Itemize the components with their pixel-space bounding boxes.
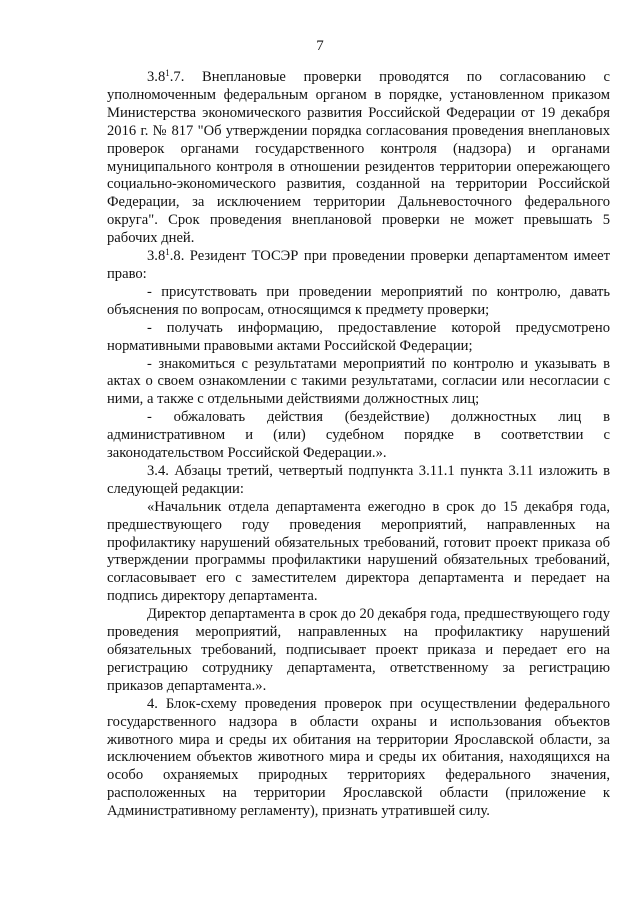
paragraph-text: .7. Внеплановые проверки проводятся по согласованию с уполномоченным федеральным органом в порядке, установленном приказом Министерства экономического развития Российской Федерации от 19 декабря 2016 г. № 817 "Об утверждении порядка согласования проведения внеплановых проверок органами государственного контроля (надзора) и органами муниципального контроля в отношении резидентов территории опережающего социально-экономического развития, созданной на территории Российской Федерации, за исключением территории Дальневосточного федерального округа". Срок проведения внеплановой проверки не может превышать 5 рабочих дней.: [107, 69, 610, 247]
page-number: 7: [316, 38, 324, 54]
clause-number: 3.8: [147, 248, 166, 265]
clause-superscript: 1: [165, 247, 170, 258]
quoted-paragraph: «Начальник отдела департамента ежегодно в срок до 15 декабря года, предшествующего году проведения мероприятий, направленных на профилактику нарушений обязательных требований, готовит проект приказа об утверждении программы профилактики нарушений обязательных требований, согласовывает его с заместителем директора департамента и передает на подпись директору департамента.: [107, 498, 610, 605]
list-item: - знакомиться с результатами мероприятий по контролю и указывать в актах о своем ознакомлении с такими результатами, согласии или несогласии с ними, а также с отдельными действиями должностных лиц;: [107, 355, 610, 408]
clause-superscript: 1: [165, 68, 170, 78]
paragraph-3-8-1-7: [107, 69, 610, 248]
paragraph-text: .8. Резидент ТОСЭР при проведении проверки департаментом имеет право:: [107, 248, 610, 282]
list-item: - получать информацию, предоставление которой предусмотрено нормативными правовыми актами Российской Федерации;: [107, 319, 610, 354]
paragraph-3-4: 3.4. Абзацы третий, четвертый подпункта 3.11.1 пункта 3.11 изложить в следующей редакции:: [107, 462, 610, 497]
document-body: [107, 69, 610, 821]
list-item: - присутствовать при проведении мероприятий по контролю, давать объяснения по вопросам, относящимся к предмету проверки;: [107, 283, 610, 318]
clause-number: 3.8: [147, 69, 166, 85]
quoted-paragraph: Директор департамента в срок до 20 декабря года, предшествующего году проведения мероприятий, направленных на профилактику нарушений обязательных требований, подписывает проект приказа и передает его на регистрацию сотруднику департамента, ответственному за регистрацию приказов департамента.».: [107, 606, 610, 694]
paragraph-4: 4. Блок-схему проведения проверок при осуществлении федерального государственного надзора в области охраны и использования объектов животного мира и среды их обитания на территории Ярославской области, за исключением объектов животного мира и среды их обитания, находящихся на особо охраняемых природных территориях федерального значения, расположенных на территории Ярославской области (приложение к Административному регламенту), признать утратившей силу.: [107, 695, 610, 820]
list-item: - обжаловать действия (бездействие) должностных лиц в административном и (или) судебном порядке в соответствии с законодательством Российской Федерации.».: [107, 409, 610, 462]
paragraph-3-8-1-8: [107, 248, 610, 284]
